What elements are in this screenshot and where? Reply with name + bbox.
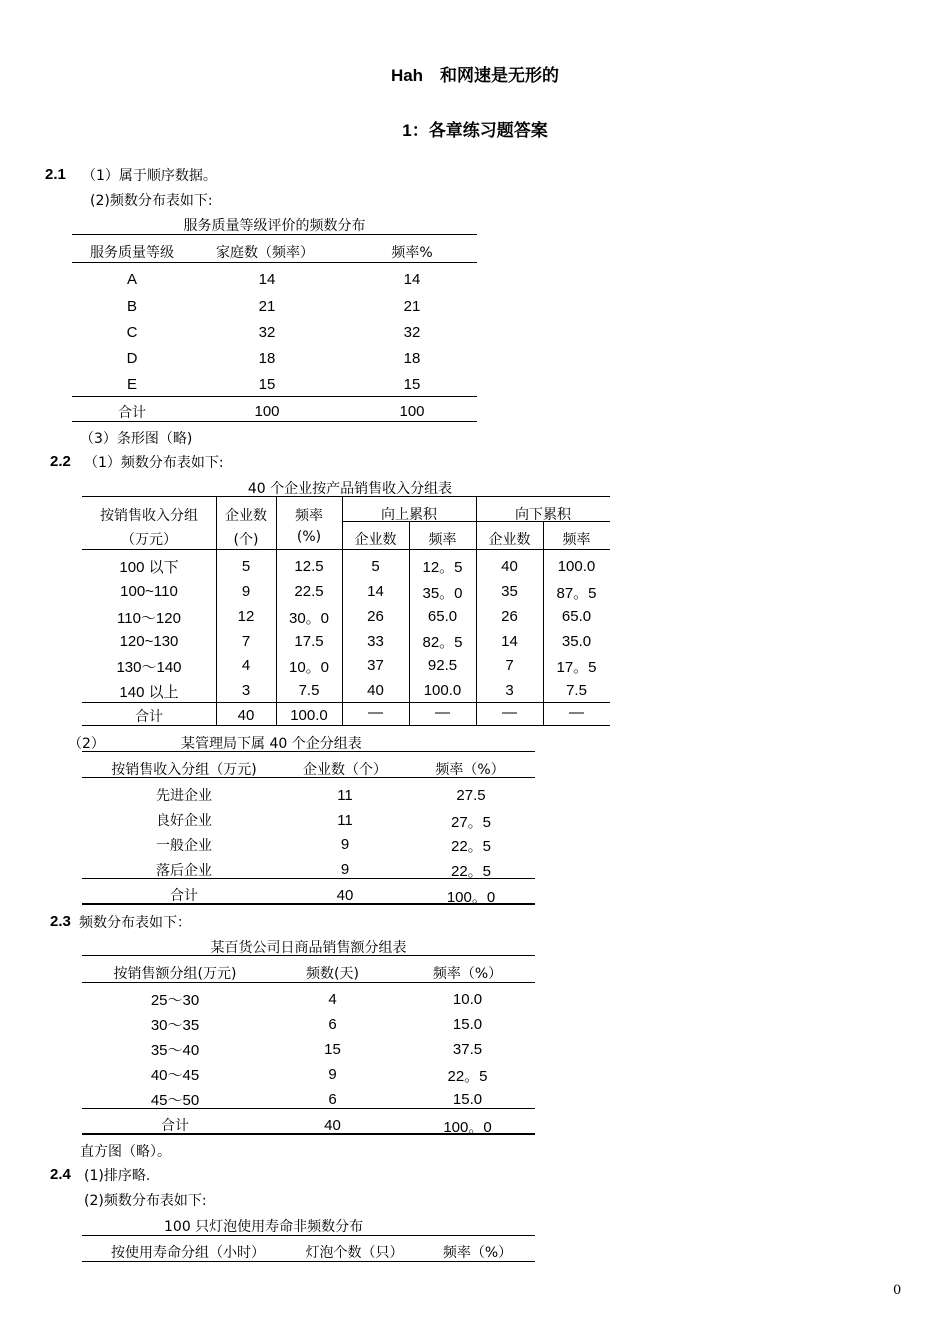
table-rule bbox=[82, 982, 535, 983]
table-cell: 22。5 bbox=[450, 838, 492, 855]
table-cell: 65.0 bbox=[427, 608, 458, 625]
table-cell: — bbox=[435, 704, 450, 721]
table-cell: 65.0 bbox=[561, 608, 592, 625]
table-cell: 100 bbox=[399, 403, 425, 420]
table-header-cell: 频率 bbox=[428, 532, 457, 548]
table-header-cell: 向上累积 bbox=[381, 507, 437, 523]
table-cell: 17.5 bbox=[294, 633, 324, 650]
section-number: 2.2 bbox=[50, 453, 71, 470]
table-cell: 3 bbox=[241, 682, 251, 699]
table-cell: 7.5 bbox=[566, 682, 587, 699]
table-cell: 40 bbox=[237, 707, 255, 724]
table-cell: 35。0 bbox=[422, 585, 463, 602]
table-cell: 35 bbox=[501, 583, 518, 600]
table-cell: 15 bbox=[403, 376, 421, 393]
table-cell: 4 bbox=[241, 657, 251, 674]
table-cell: 4 bbox=[328, 991, 337, 1008]
paragraph: (2)频数分布表如下: bbox=[84, 1193, 207, 1209]
table-header-cell: 家庭数（频率） bbox=[216, 245, 314, 261]
table-cell: 120~130 bbox=[119, 633, 179, 650]
table-cell: 26 bbox=[367, 608, 384, 625]
table-rule bbox=[82, 1133, 535, 1135]
table-cell: 35～40 bbox=[150, 1042, 200, 1059]
table-cell: 11 bbox=[337, 787, 353, 804]
section-number: 2.4 bbox=[50, 1166, 71, 1183]
table-cell: 10。0 bbox=[288, 659, 330, 676]
table-cell: 27.5 bbox=[456, 787, 486, 804]
table-header-cell: 企业数 bbox=[488, 532, 531, 548]
table-cell: 40 bbox=[367, 682, 384, 699]
table-cell: 15.0 bbox=[452, 1091, 483, 1108]
table-cell: 12 bbox=[237, 608, 255, 625]
table-cell: 130～140 bbox=[116, 659, 182, 676]
table-cell: D bbox=[126, 350, 138, 367]
table-cell: 14 bbox=[258, 271, 276, 288]
table-cell: 26 bbox=[501, 608, 518, 625]
table-rule bbox=[72, 234, 477, 235]
paragraph: 频数分布表如下： bbox=[79, 915, 191, 931]
table-cell: 合计 bbox=[135, 709, 163, 725]
table-cell: 22。5 bbox=[450, 863, 492, 880]
paragraph: (2)频数分布表如下: bbox=[90, 193, 213, 209]
table-cell: 9 bbox=[328, 1066, 337, 1083]
table-cell: A bbox=[126, 271, 137, 288]
table-cell: 100 以下 bbox=[119, 559, 179, 576]
paragraph: （3）条形图（略) bbox=[80, 431, 193, 447]
paragraph: 直方图（略）。 bbox=[80, 1144, 171, 1160]
table-cell: 9 bbox=[241, 583, 251, 600]
table-title: 服务质量等级评价的频数分布 bbox=[183, 218, 366, 234]
document-title: Hah 和网速是无形的 bbox=[390, 66, 560, 85]
table-cell: 5 bbox=[371, 558, 380, 575]
table-rule bbox=[82, 878, 535, 879]
table-cell: 6 bbox=[328, 1016, 337, 1033]
table-cell: 40～45 bbox=[150, 1067, 200, 1084]
table-cell: 37 bbox=[367, 657, 384, 674]
table-cell: 11 bbox=[337, 812, 353, 829]
table-cell: 14 bbox=[367, 583, 384, 600]
table-header-cell: (%) bbox=[296, 529, 322, 545]
table-cell: 35.0 bbox=[561, 633, 592, 650]
paragraph: （1）频数分布表如下: bbox=[84, 455, 224, 471]
table-title: 100 只灯泡使用寿命非频数分布 bbox=[164, 1219, 364, 1235]
table-header-cell: 企业数 bbox=[354, 532, 397, 548]
table-header-cell: 按销售收入分组（万元) bbox=[111, 762, 257, 778]
section-number: 2.3 bbox=[50, 913, 71, 930]
table-cell: 9 bbox=[340, 861, 350, 878]
table-header-cell: (个) bbox=[233, 532, 259, 548]
table-rule bbox=[82, 1108, 535, 1109]
table-cell: 6 bbox=[328, 1091, 337, 1108]
table-rule bbox=[82, 751, 535, 752]
table-cell: 5 bbox=[241, 558, 251, 575]
table-rule bbox=[82, 777, 535, 778]
table-cell: 15 bbox=[324, 1041, 341, 1058]
table-cell: 30。0 bbox=[288, 610, 330, 627]
table-cell: 110～120 bbox=[117, 610, 181, 627]
table-cell: 10.0 bbox=[452, 991, 483, 1008]
table-cell: 33 bbox=[367, 633, 384, 650]
table-cell: 18 bbox=[258, 350, 276, 367]
table-title: 40 个企业按产品销售收入分组表 bbox=[247, 481, 453, 497]
table-cell: 100。0 bbox=[443, 1119, 492, 1136]
table-cell: 7.5 bbox=[298, 682, 320, 699]
paragraph: （2） bbox=[68, 736, 105, 752]
table-cell: 100.0 bbox=[557, 558, 596, 575]
table-header-cell: 企业数 bbox=[225, 508, 267, 524]
table-cell: B bbox=[126, 298, 137, 315]
table-cell: 合计 bbox=[170, 888, 198, 904]
table-cell: 良好企业 bbox=[156, 813, 212, 829]
table-cell: 32 bbox=[403, 324, 421, 341]
table-cell: 45～50 bbox=[150, 1092, 200, 1109]
table-cell: 先进企业 bbox=[156, 788, 212, 804]
table-cell: 37.5 bbox=[452, 1041, 483, 1058]
table-cell: 100~110 bbox=[120, 583, 178, 600]
table-header-cell: 按销售额分组(万元) bbox=[113, 966, 237, 982]
table-cell: 100 bbox=[254, 403, 280, 420]
table-header-cell: 频率% bbox=[391, 245, 433, 261]
table-header-cell: （万元） bbox=[121, 532, 177, 548]
table-header-cell: 频率 bbox=[295, 508, 323, 524]
table-cell: 22。5 bbox=[447, 1068, 488, 1085]
table-cell: 合计 bbox=[118, 405, 146, 421]
table-rule bbox=[82, 702, 610, 703]
table-cell: 27。5 bbox=[450, 814, 492, 831]
table-rule bbox=[82, 1235, 535, 1236]
table-rule bbox=[72, 262, 477, 263]
table-cell: 18 bbox=[403, 350, 421, 367]
paragraph: （1）属于顺序数据。 bbox=[82, 168, 217, 184]
table-cell: — bbox=[502, 704, 517, 721]
page-number: 0 bbox=[893, 1283, 902, 1298]
table-rule bbox=[82, 549, 610, 550]
section-number: 2.1 bbox=[45, 166, 66, 183]
table-rule bbox=[82, 496, 610, 497]
table-cell: 87。5 bbox=[556, 585, 597, 602]
table-cell: 14 bbox=[403, 271, 421, 288]
table-cell: 40 bbox=[336, 887, 354, 904]
table-header-cell: 灯泡个数（只） bbox=[305, 1245, 404, 1261]
table-rule bbox=[82, 903, 535, 905]
table-cell: 3 bbox=[505, 682, 514, 699]
table-cell: 100.0 bbox=[423, 682, 462, 699]
table-cell: 40 bbox=[501, 558, 518, 575]
table-cell: 15 bbox=[258, 376, 276, 393]
table-title: 某百货公司日商品销售额分组表 bbox=[210, 940, 407, 956]
table-cell: 7 bbox=[241, 633, 251, 650]
table-cell: 40 bbox=[324, 1117, 341, 1134]
table-cell: 30～35 bbox=[150, 1017, 200, 1034]
paragraph: (1)排序略. bbox=[84, 1168, 151, 1184]
table-cell: 9 bbox=[340, 836, 350, 853]
table-cell: 100.0 bbox=[290, 707, 328, 724]
table-header-cell: 频数(天) bbox=[306, 966, 359, 982]
table-cell: 22.5 bbox=[294, 583, 324, 600]
table-cell: 落后企业 bbox=[156, 863, 212, 879]
table-rule bbox=[82, 955, 535, 956]
table-header-cell: 服务质量等级 bbox=[90, 245, 174, 261]
table-cell: 12.5 bbox=[294, 558, 324, 575]
table-cell: 82。5 bbox=[422, 634, 463, 651]
table-cell: 92.5 bbox=[427, 657, 458, 674]
table-cell: — bbox=[368, 704, 383, 721]
table-rule bbox=[82, 1261, 535, 1262]
table-cell: 21 bbox=[403, 298, 421, 315]
table-rule bbox=[72, 421, 477, 422]
table-cell: — bbox=[569, 704, 584, 721]
table-cell: 14 bbox=[501, 633, 518, 650]
document-subtitle: 1：各章练习题答案 bbox=[402, 121, 548, 140]
table-header-cell: 频率（%） bbox=[442, 1245, 513, 1261]
table-cell: 25～30 bbox=[150, 992, 200, 1009]
table-rule bbox=[72, 396, 477, 397]
table-header-cell: 企业数（个） bbox=[303, 762, 387, 778]
table-cell: 合计 bbox=[161, 1118, 189, 1134]
table-cell: 7 bbox=[505, 657, 514, 674]
table-cell: 140 以上 bbox=[119, 684, 179, 701]
table-header-cell: 频率（%） bbox=[432, 966, 503, 982]
table-cell: E bbox=[126, 376, 137, 393]
table-header-cell: 按使用寿命分组（小时） bbox=[111, 1245, 265, 1261]
table-header-cell: 频率（%） bbox=[435, 762, 505, 778]
table-cell: 一般企业 bbox=[156, 838, 212, 854]
table-cell: 17。5 bbox=[556, 659, 597, 676]
table-cell: 100。0 bbox=[446, 889, 496, 906]
table-header-cell: 频率 bbox=[562, 532, 591, 548]
table-cell: 15.0 bbox=[452, 1016, 483, 1033]
table-title: 某管理局下属 40 个企分组表 bbox=[181, 736, 362, 752]
table-header-cell: 按销售收入分组 bbox=[100, 508, 198, 524]
table-cell: 21 bbox=[258, 298, 276, 315]
table-cell: C bbox=[126, 324, 138, 341]
table-cell: 12。5 bbox=[422, 559, 463, 576]
table-cell: 32 bbox=[258, 324, 276, 341]
table-header-cell: 向下累积 bbox=[515, 507, 571, 523]
